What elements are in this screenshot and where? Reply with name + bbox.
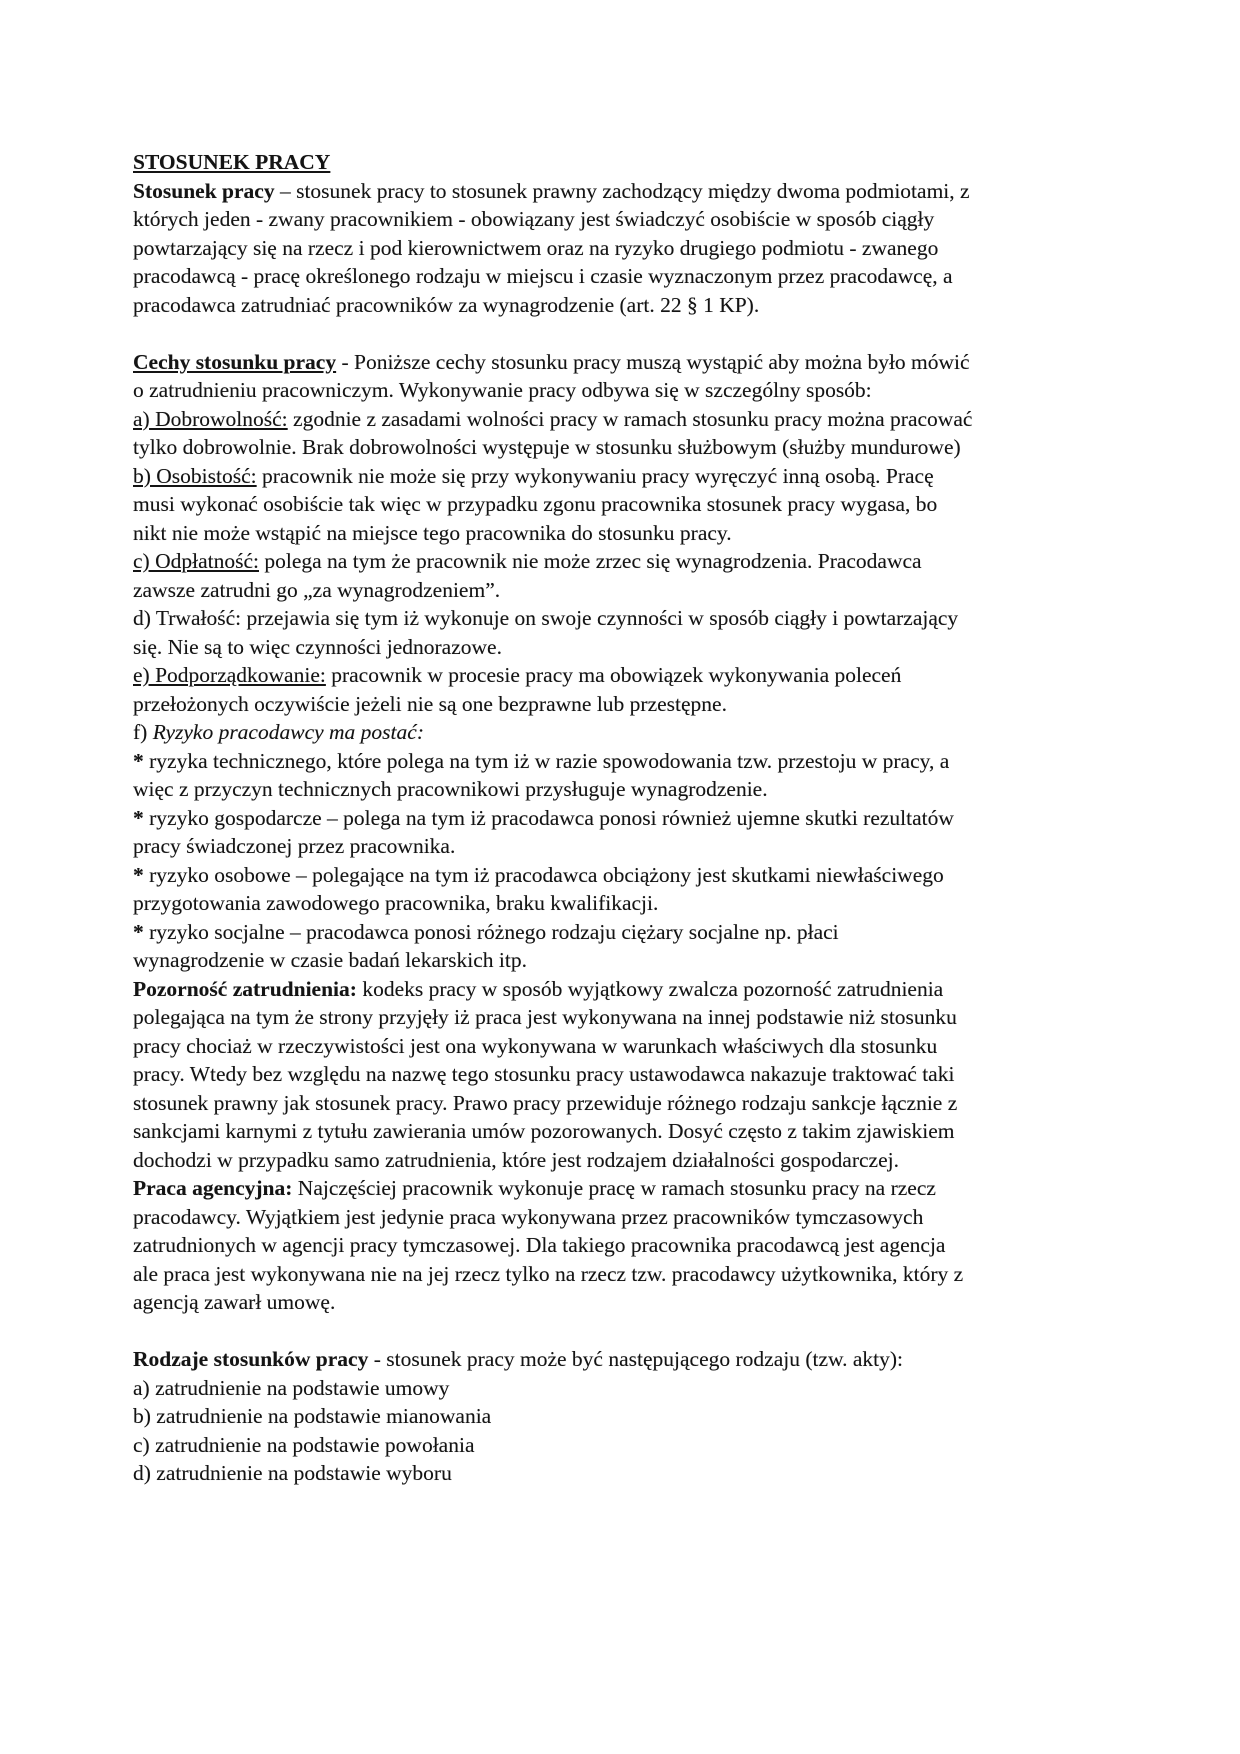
item-ryzyko-osobowe bbox=[133, 861, 973, 918]
text-run: Pozorność zatrudnienia: bbox=[133, 976, 357, 1001]
text-run: – stosunek pracy to stosunek prawny zachodzący między dwoma podmiotami, z których jeden - zwany pracownikiem - obowiązany jest świadczyć osobiście w sposób ciągły powtarzający się na rzecz i pod kierownictwem oraz na ryzyko drugiego podmiotu - zwanego pracodawcą - pracę określonego rodzaju w miejscu i czasie wyznaczonym przez pracodawcę, a pracodawca zatrudniać pracowników za wynagrodzenie (art. 22 § 1 KP). bbox=[133, 178, 970, 317]
text-run: ryzyko gospodarcze – polega na tym iż pracodawca ponosi również ujemne skutki rezultatów pracy świadczonej przez pracownika. bbox=[133, 805, 954, 858]
item-odplatnosc bbox=[133, 547, 973, 604]
text-run: a) zatrudnienie na podstawie umowy bbox=[133, 1375, 450, 1400]
text-run: b) Osobistość: bbox=[133, 463, 257, 488]
text-run: * bbox=[133, 805, 144, 830]
text-run: f) bbox=[133, 720, 153, 744]
text-run: pracownik w procesie pracy ma obowiązek wykonywania poleceń przełożonych oczywiście jeżeli nie są one bezprawne lub przestępne. bbox=[133, 663, 902, 716]
text-run: Ryzyko pracodawcy ma postać: bbox=[152, 720, 424, 744]
text-run: kodeks pracy w sposób wyjątkowy zwalcza pozorność zatrudnienia polegająca na tym że strony przyjęły iż praca jest wykonywana na innej podstawie niż stosunku pracy chociaż w rzeczywistości jest ona wykonywana w warunkach właściwych dla stosunku pracy. Wtedy bez względu na nazwę tego stosunku pracy ustawodawca nakazuje traktować taki stosunek prawny jak stosunek pracy. Prawo pracy przewiduje różnego rodzaju sankcje łącznie z sankcjami karnymi z tytułu zawierania umów pozorowanych. Dosyć często z takim zjawiskiem dochodzi w przypadku samo zatrudnienia, które jest rodzajem działalności gospodarczej. bbox=[133, 976, 958, 1172]
para-pozornosc-zatrudnienia bbox=[133, 975, 973, 1175]
text-run: * bbox=[133, 862, 144, 887]
item-trwalosc bbox=[133, 604, 973, 661]
item-osobistosc bbox=[133, 462, 973, 548]
para-stosunek-pracy-definition bbox=[133, 177, 973, 320]
text-run: Stosunek pracy bbox=[133, 178, 275, 203]
text-run: Rodzaje stosunków pracy bbox=[133, 1347, 369, 1371]
text-run: ryzyko socjalne – pracodawca ponosi różnego rodzaju ciężary socjalne np. płaci wynagrodzenie w czasie badań lekarskich itp. bbox=[133, 919, 839, 972]
text-run: c) Odpłatność: bbox=[133, 549, 259, 573]
text-run: ryzyka technicznego, które polega na tym iż w razie spowodowania tzw. przestoju w pracy, a więc z przyczyn technicznych pracownikowi przysługuje wynagrodzenie. bbox=[133, 748, 950, 801]
item-ryzyko-pracodawcy bbox=[133, 718, 973, 747]
text-run: ryzyko osobowe – polegające na tym iż pracodawca obciążony jest skutkami niewłaściwego przygotowania zawodowego pracownika, braku kwalifikacji. bbox=[133, 862, 944, 915]
text-run: d) Trwałość: przejawia się tym iż wykonuje on swoje czynności w sposób ciągły i powtarzający się. Nie są to więc czynności jednorazowe. bbox=[133, 606, 959, 659]
para-rodzaje-stosunkow-pracy bbox=[133, 1345, 973, 1374]
para-cechy-stosunku-pracy bbox=[133, 348, 973, 405]
item-ryzyko-socjalne bbox=[133, 918, 973, 975]
text-run: Cechy stosunku pracy bbox=[133, 349, 337, 374]
text-run: - stosunek pracy może być następującego rodzaju (tzw. akty): bbox=[368, 1347, 904, 1371]
text-run: zgodnie z zasadami wolności pracy w ramach stosunku pracy można pracować tylko dobrowolnie. Brak dobrowolności występuje w stosunku służbowym (służby mundurowe) bbox=[133, 406, 973, 459]
item-rodzaj-powolanie bbox=[133, 1431, 973, 1460]
text-run: * bbox=[133, 748, 144, 773]
text-run: * bbox=[133, 919, 144, 944]
doc-heading bbox=[133, 148, 973, 177]
item-dobrowolnosc bbox=[133, 405, 973, 462]
blank-line-2 bbox=[133, 1317, 973, 1346]
text-run: a) Dobrowolność: bbox=[133, 406, 288, 431]
document-body bbox=[133, 148, 973, 1488]
item-ryzyko-gospodarcze bbox=[133, 804, 973, 861]
item-rodzaj-umowa bbox=[133, 1374, 973, 1403]
text-run: d) zatrudnienie na podstawie wyboru bbox=[133, 1461, 452, 1485]
item-rodzaj-mianowanie bbox=[133, 1402, 973, 1431]
para-praca-agencyjna bbox=[133, 1174, 973, 1317]
text-run: c) zatrudnienie na podstawie powołania bbox=[133, 1432, 475, 1457]
blank-line-1 bbox=[133, 319, 973, 348]
text-run: - Poniższe cechy stosunku pracy muszą wystąpić aby można było mówić o zatrudnieniu pracowniczym. Wykonywanie pracy odbywa się w szczególny sposób: bbox=[133, 349, 970, 402]
text-run: b) zatrudnienie na podstawie mianowania bbox=[133, 1404, 492, 1428]
text-run: polega na tym że pracownik nie może zrzec się wynagrodzenia. Pracodawca zawsze zatrudni go „za wynagrodzeniem”. bbox=[133, 549, 922, 602]
text-run: e) Podporządkowanie: bbox=[133, 663, 326, 687]
text-run: STOSUNEK PRACY bbox=[133, 150, 331, 174]
item-ryzyko-techniczne bbox=[133, 747, 973, 804]
text-run: pracownik nie może się przy wykonywaniu pracy wyręczyć inną osobą. Pracę musi wykonać osobiście tak więc w przypadku zgonu pracownika stosunek pracy wygasa, bo nikt nie może wstąpić na miejsce tego pracownika do stosunku pracy. bbox=[133, 463, 938, 545]
item-rodzaj-wybor bbox=[133, 1459, 973, 1488]
text-run: Praca agencyjna: bbox=[133, 1176, 293, 1200]
item-podporzadkowanie bbox=[133, 661, 973, 718]
text-run: Najczęściej pracownik wykonuje pracę w ramach stosunku pracy na rzecz pracodawcy. Wyjątkiem jest jedynie praca wykonywana przez pracowników tymczasowych zatrudnionych w agencji pracy tymczasowej. Dla takiego pracownika pracodawcą jest agencja ale praca jest wykonywana nie na jej rzecz tylko na rzecz tzw. pracodawcy użytkownika, który z agencją zawarł umowę. bbox=[133, 1176, 964, 1314]
